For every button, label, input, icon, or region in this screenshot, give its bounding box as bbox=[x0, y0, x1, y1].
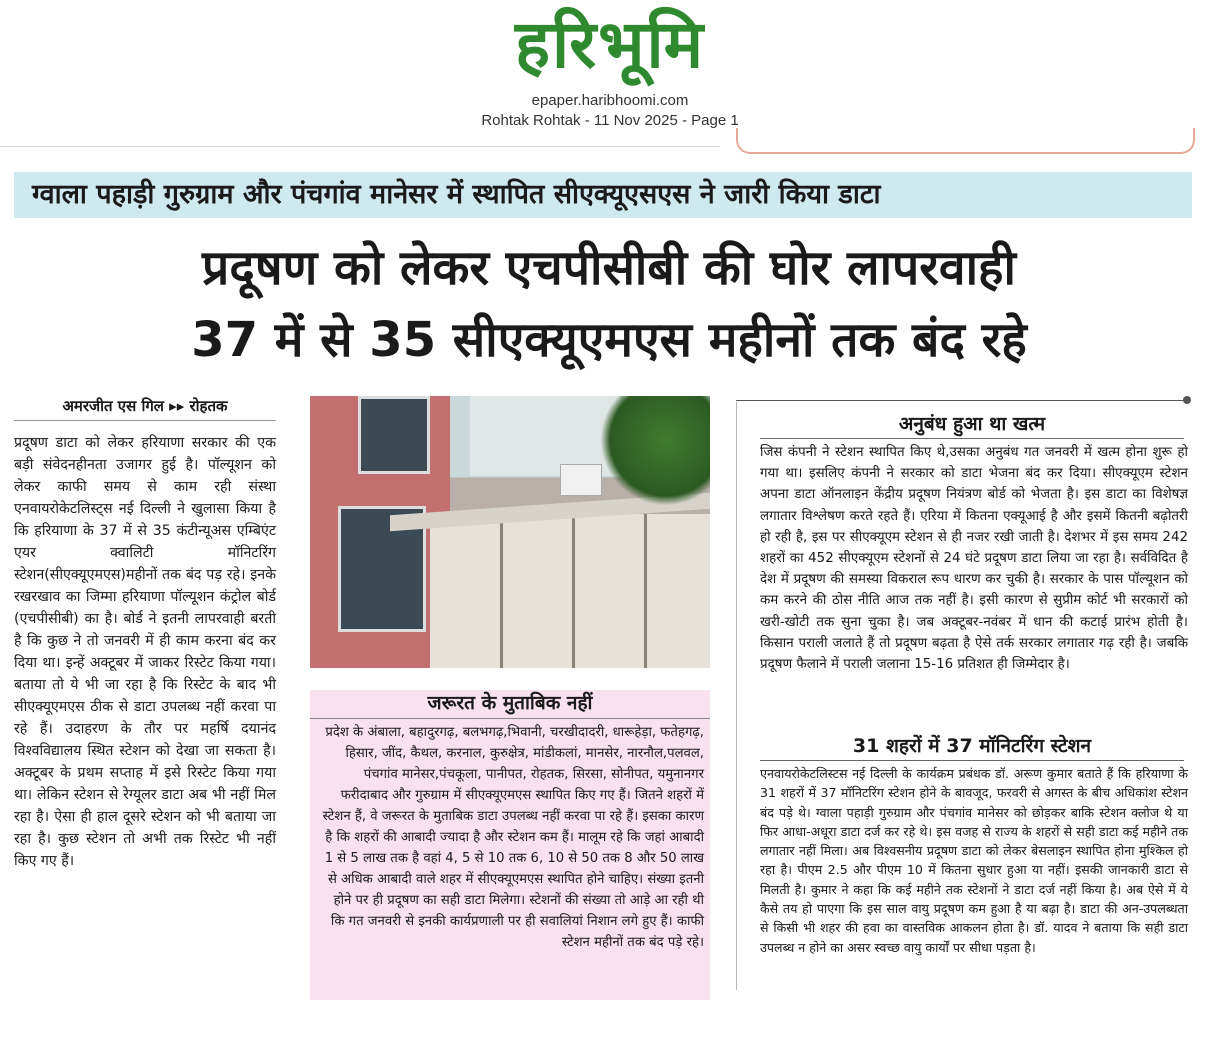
photo-ac-unit bbox=[560, 464, 602, 496]
edition-line: Rohtak Rohtak - 11 Nov 2025 - Page 1 bbox=[481, 112, 739, 129]
photo-station-shed bbox=[430, 514, 710, 668]
sidebar-box bbox=[310, 690, 710, 1000]
section-text-stations: एनवायरोकेटलिस्टस नई दिल्ली के कार्यक्रम प्रबंधक डॉ. अरूण कुमार बताते हैं कि हरियाणा के 31 शहरों में 37 मॉनिटरिंग स्टेशन होने के बावजूद, फरवरी से अगस्त के बीच अधिकांश स्टेशन बंद पड़े थे। ग्वाला पहाड़ी गुरुग्राम और पंचगांव मानेसर को छोड़कर बाकि स्टेशन क्लोज थे या फिर आधा-अधूरा डाटा दर्ज कर रहे थे। इस वजह से राज्य के शहरों से सही डाटा कई महीने तक लगातार नहीं मिला। अब विश्वसनीय प्रदूषण डाटा को लेकर बेसलाइन स्थापित होना मुश्किल हो रहा है। पीएम 2.5 और पीएम 10 में कितना सुधार हुआ या नहीं। इसकी जानकारी डाटा से मिलती है। कुमार ने कहा कि कई महीने तक स्टेशनों ने डाटा दर्ज नहीं किया है। अब ऐसे में ये कैसे तय हो पाएगा कि इस साल वायु प्रदूषण कम हुआ है या बढ़ा है। डाटा की अन-उपलब्धता से किसी भी शहर की हवा का वास्तविक आकलन होता है। डॉ. यादव ने बताया कि सही डाटा उपलब्ध न होने का असर स्वच्छ वायु कार्यों पर सीधा पड़ता है। bbox=[760, 766, 1188, 955]
article-kicker: ग्वाला पहाड़ी गुरुग्राम और पंचगांव मानेसर में स्थापित सीएक्यूएसएस ने जारी किया डाटा bbox=[14, 172, 1192, 218]
column-divider bbox=[736, 402, 737, 990]
article-column-1: प्रदूषण डाटा को लेकर हरियाणा सरकार की एक बड़ी संवेदनहीनता उजागर हुई है। पॉल्यूशन को लेकर काफी समय से काम रही संस्था एनवायरोकेटलिस्ट्स नई दिल्ली ने खुलासा किया है कि हरियाणा के 37 में से 35 कंटीन्यूअस एम्बिएंट एयर क्वालिटी मॉनिटरिंग स्टेशन(सीएक्यूएमएस)महीनों तक बंद पड़ रहे। इनके रखरखाव का जिम्मा हरियाणा पॉल्यूशन कंट्रोल बोर्ड (एचपीसीबी) का है। बोर्ड ने इतनी लापरवाही बरती है कि कुछ ने तो जनवरी में ही काम करना बंद कर दिया था। इन्हें अक्टूबर में जाकर रिस्टेट किया गया। बताया तो ये भी जा रहा है कि रिस्टेट के बाद भी सीएक्यूएमएस ठीक से डाटा उपलब्ध नहीं करवा पा रहे हैं। उदाहरण के तौर पर महर्षि दयानंद विश्वविद्यालय स्थित स्टेशन को देखा जा सकता है। अक्टूबर के प्रथम सप्ताह में इसे रिस्टेट किया गया था। लेकिन स्टेशन से रेग्यूलर डाटा अब भी नहीं मिल रहा है। ऐसा ही हाल दूसरे स्टेशन को भी बताया जा रहा है। कुछ स्टेशन तो अभी तक रिस्टेट भी नहीं किए गए हैं। bbox=[14, 435, 276, 869]
section-text-agreement: जिस कंपनी ने स्टेशन स्थापित किए थे,उसका अनुबंध गत जनवरी में खत्म होना शुरू हो गया था। इसलिए कंपनी ने सरकार को डाटा भेजना बंद कर दिया। सीएक्यूएम स्टेशन अपना डाटा ऑनलाइन केंद्रीय प्रदूषण नियंत्रण बोर्ड को भेजता है। इस डाटा का विशेषज्ञ लगातार विश्लेषण करते रहते हैं। एरिया में कितना एक्यूआई है और इसमें कितनी बढ़ोतरी हो रही है, इस पर सीएक्यूएम स्टेशन से ही नजर रखी जाती है। देशभर में इस समय 242 शहरों का 452 सीएक्यूएम स्टेशनों से 24 घंटे प्रदूषण डाटा लिया जा रहा है। सर्वविदित है देश में प्रदूषण की समस्या विकराल रूप धारण कर चुकी है। सरकार के पास पॉल्यूशन को कम करने की ठोस नीति आज तक नहीं है। इसी कारण से सुप्रीम कोर्ट भी सरकारों को खरी-खोटी तक सुना चुका है। जब अक्टूबर-नवंबर में धान की कटाई प्रारंभ होती है। किसान पराली जलाते हैं तो प्रदूषण बढ़ता है ऐसे तर्क सरकार लगातार गढ़ रही है। जबकि प्रदूषण फैलाने में पराली जलाना 15-16 प्रतिशत ही जिम्मेदार है। bbox=[760, 445, 1188, 673]
column-top-rule bbox=[736, 400, 1186, 401]
masthead bbox=[0, 0, 1221, 150]
photo-shed-seam bbox=[644, 514, 647, 668]
site-url[interactable]: epaper.haribhoomi.com bbox=[531, 92, 689, 109]
rule-end-dot bbox=[1183, 396, 1191, 404]
photo-shed-seam bbox=[572, 514, 575, 668]
photo-window-upper bbox=[358, 396, 430, 474]
box-text: प्रदेश के अंबाला, बहादुरगढ़, बलभगढ़,भिवानी, चरखीदादरी, धारूहेड़ा, फतेहगढ़, हिसार, जींद, कैथल, करनाल, कुरुक्षेत्र, मांडीकलां, मानसेर, नारनौल,पलवल, पंचगांव मानेसर,पंचकूला, पानीपत, रोहतक, सिरसा, सोनीपत, यमुनानगर फरीदाबाद और गुरुग्राम में सीएक्यूएमएस स्थापित किए गए हैं। जितने शहरों में स्टेशन हैं, वे जरूरत के मुताबिक डाटा उपलब्ध नहीं करवा पा रहे हैं। इसका कारण है कि शहरों की आबादी ज्यादा है और स्टेशन कम हैं। मालूम रहे कि जहां आबादी 1 से 5 लाख तक है वहां 4, 5 से 10 तक 6, 10 से 50 तक 8 और 50 लाख से अधिक आबादी वाले शहर में सीएक्यूएमएस स्थापित होने चाहिए। संख्या इतनी होने पर ही प्रदूषण का सही डाटा मिलेगा। स्टेशनों की संख्या तो आड़े आ रही थी कि गत जनवरी से इनकी कार्यप्रणाली पर ही सवालियां निशान लगे हुए हैं। काफी स्टेशन महीनों तक बंद पड़े रहे। bbox=[322, 725, 704, 950]
section-heading-agreement: अनुबंध हुआ था खत्म bbox=[760, 410, 1184, 439]
byline: अमरजीत एस गिल ▸▸ रोहतक bbox=[14, 394, 276, 421]
headline-line-2: 37 में से 35 सीएक्यूएमएस महीनों तक बंद रहे bbox=[191, 312, 1027, 368]
box-heading: जरूरत के मुताबिक नहीं bbox=[310, 690, 710, 719]
article-photo bbox=[310, 396, 710, 668]
masthead-bracket-decoration bbox=[736, 128, 1195, 154]
headline-line-1: प्रदूषण को लेकर एचपीसीबी की घोर लापरवाही bbox=[202, 240, 1016, 296]
section-heading-stations: 31 शहरों में 37 मॉनिटरिंग स्टेशन bbox=[760, 732, 1184, 761]
masthead-divider bbox=[0, 146, 720, 147]
photo-tree bbox=[600, 396, 710, 506]
newspaper-logo[interactable]: हरिभूमि bbox=[514, 6, 706, 83]
photo-shed-seam bbox=[500, 514, 503, 668]
